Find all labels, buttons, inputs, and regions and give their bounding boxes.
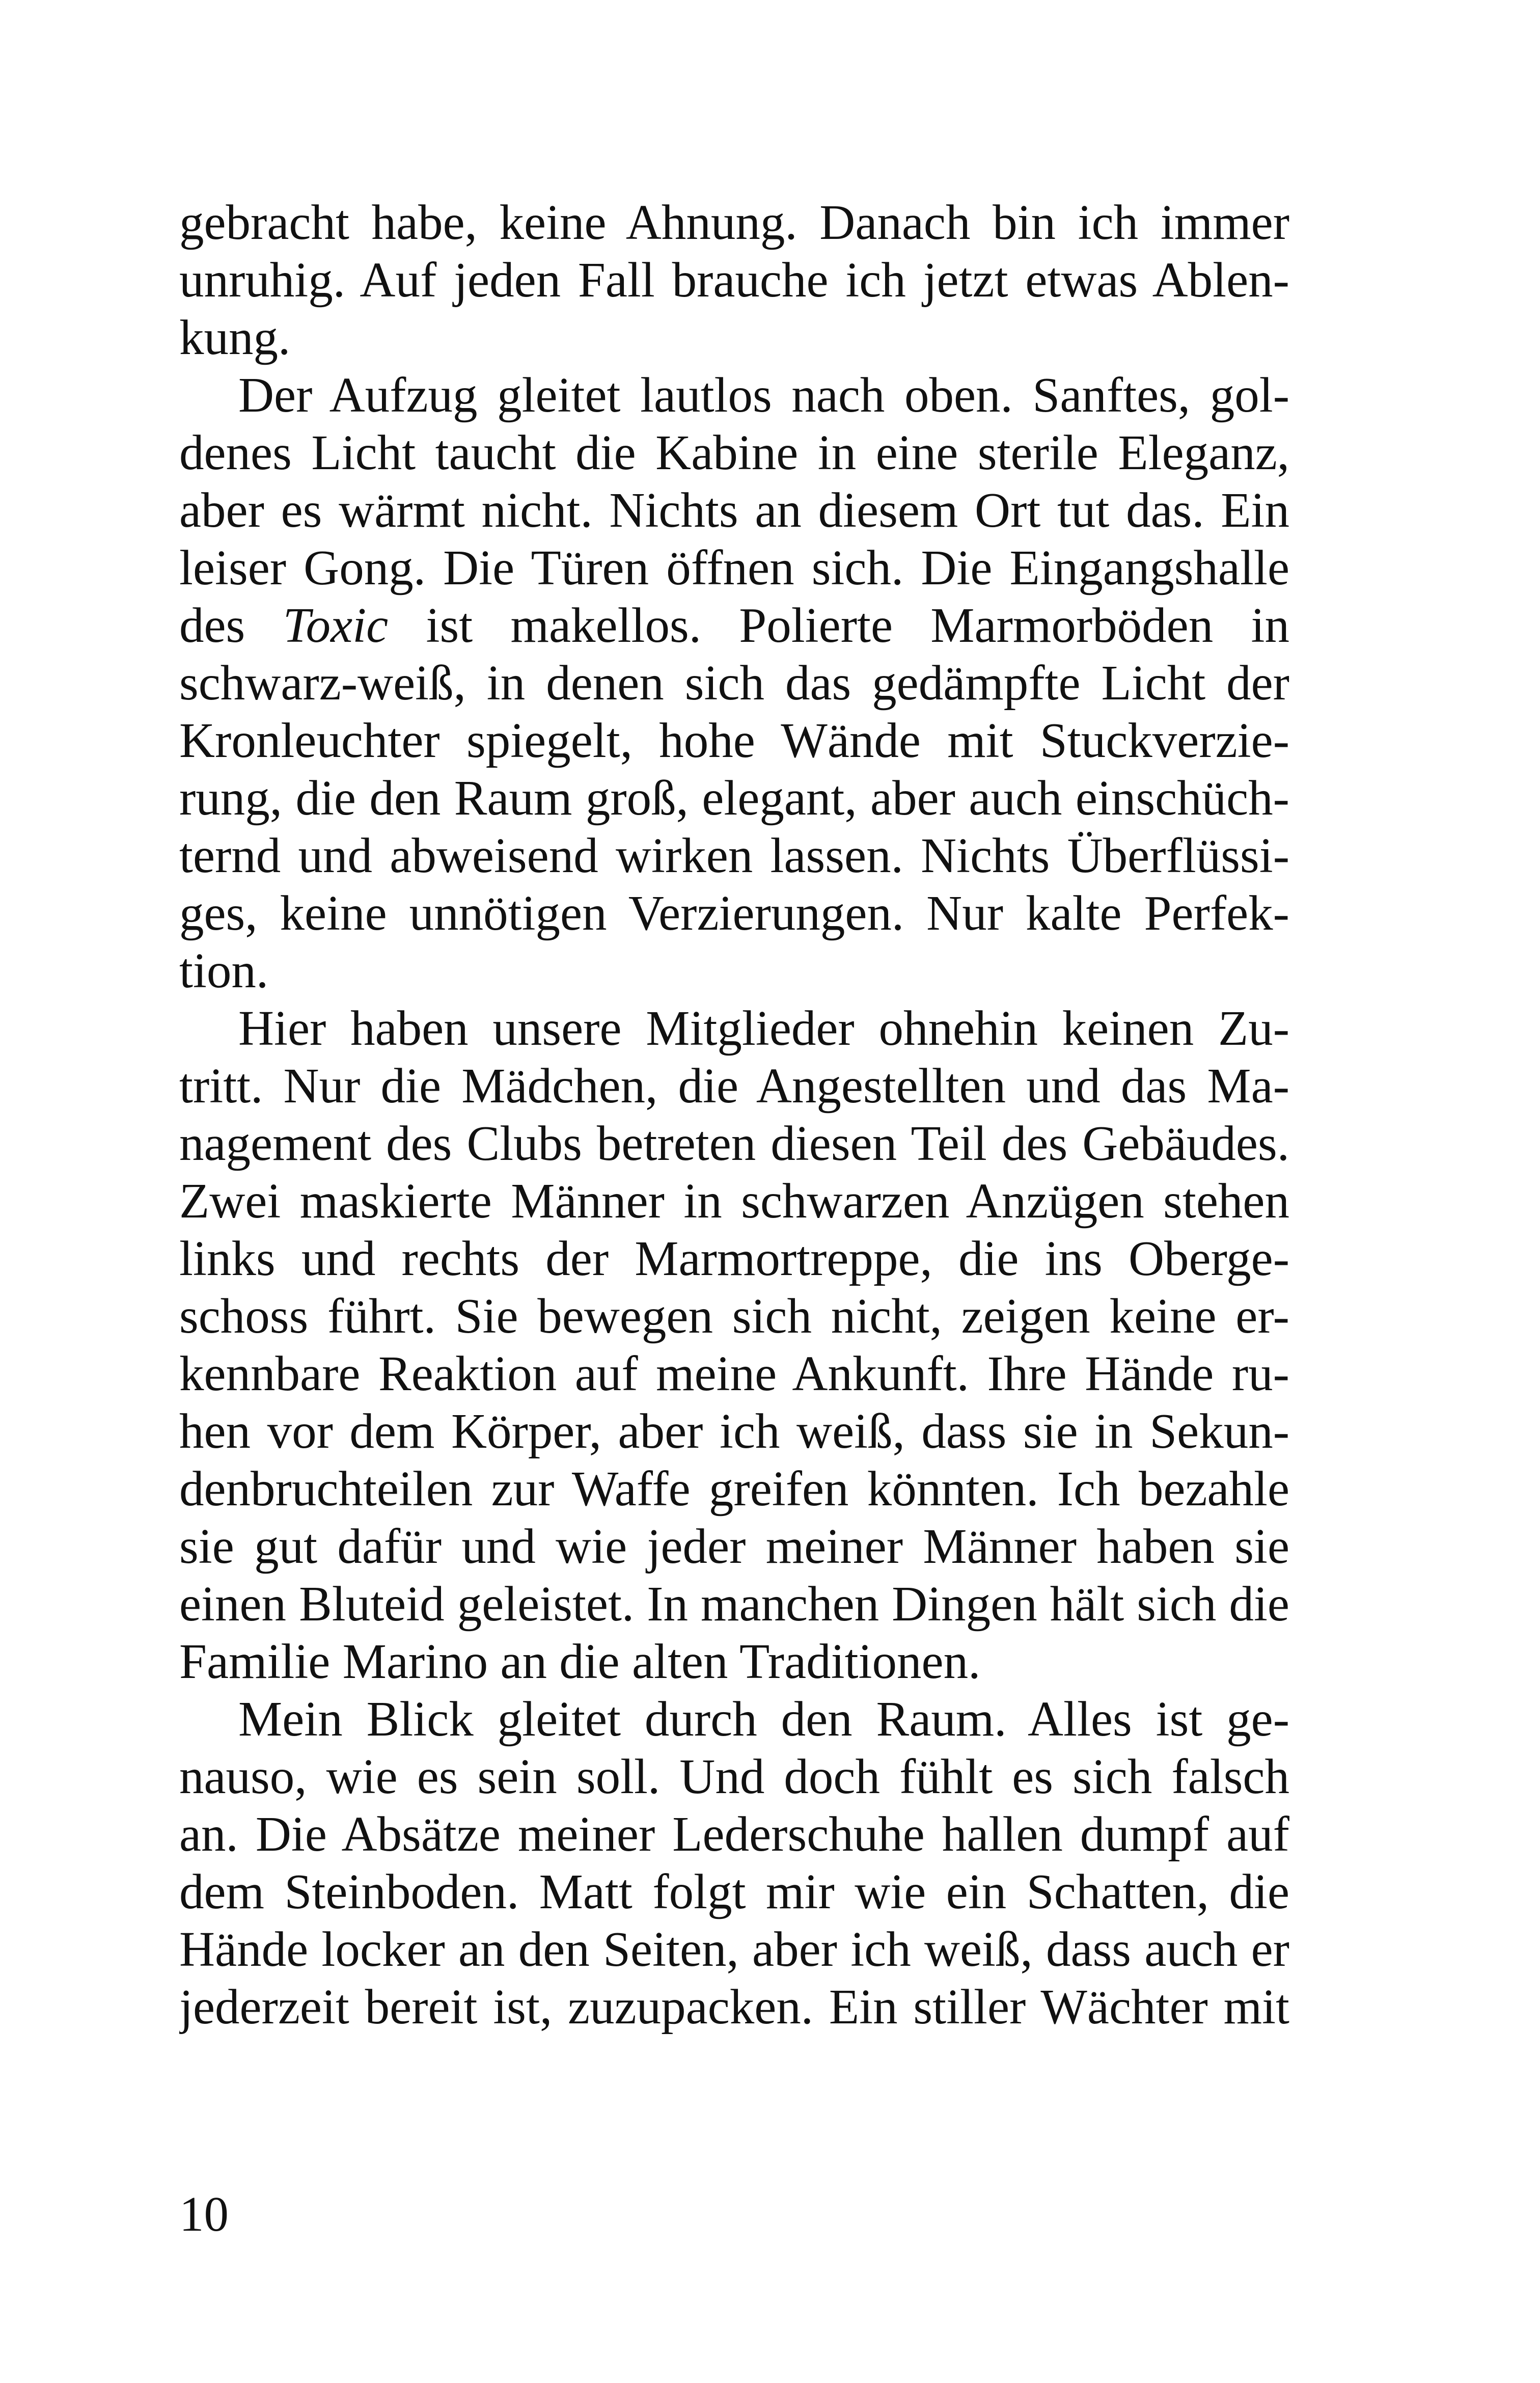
text-line: denbruchteilen zur Waffe greifen könnten. Ich bezahle: [179, 1461, 1289, 1516]
page-number: 10: [179, 2187, 229, 2241]
text-line: Hände locker an den Seiten, aber ich weiß, dass auch er: [179, 1922, 1289, 1976]
text-line: tritt. Nur die Mädchen, die Angestellten und das Ma-: [179, 1059, 1289, 1113]
text-line: jederzeit bereit ist, zuzupacken. Ein stiller Wächter mit: [179, 1980, 1289, 2034]
text-line: dem Steinboden. Matt folgt mir wie ein Schatten, die: [179, 1864, 1289, 1919]
text-line: Der Aufzug gleitet lautlos nach oben. Sanftes, gol-: [238, 368, 1289, 422]
text-line: kennbare Reaktion auf meine Ankunft. Ihre Hände ru-: [179, 1346, 1289, 1401]
text-line: Familie Marino an die alten Traditionen.: [179, 1634, 981, 1689]
text-line: rung, die den Raum groß, elegant, aber auch einschüch-: [179, 771, 1289, 825]
text-line: hen vor dem Körper, aber ich weiß, dass sie in Sekun-: [179, 1404, 1289, 1458]
text-line: tion.: [179, 943, 269, 998]
text-line: leiser Gong. Die Türen öffnen sich. Die Eingangshalle: [179, 540, 1289, 595]
text-line: Hier haben unsere Mitglieder ohnehin keinen Zu-: [238, 1001, 1289, 1055]
text-line: an. Die Absätze meiner Lederschuhe hallen dumpf auf: [179, 1807, 1289, 1861]
text-line: kung.: [179, 310, 291, 365]
text-line: Kronleuchter spiegelt, hohe Wände mit Stuckverzie-: [179, 713, 1289, 768]
text-line: schoss führt. Sie bewegen sich nicht, zeigen keine er-: [179, 1289, 1289, 1343]
text-segment: ist makellos. Polierte Marmorböden in: [388, 598, 1289, 653]
text-line: unruhig. Auf jeden Fall brauche ich jetzt etwas Ablen-: [179, 253, 1289, 307]
text-line: nauso, wie es sein soll. Und doch fühlt es sich falsch: [179, 1749, 1289, 1804]
body-text: [179, 194, 1289, 2036]
text-line: ternd und abweisend wirken lassen. Nichts Überflüssi-: [179, 828, 1289, 883]
text-line: gebracht habe, keine Ahnung. Danach bin ich immer: [179, 195, 1289, 250]
text-line: Zwei maskierte Männer in schwarzen Anzügen stehen: [179, 1174, 1289, 1228]
text-line: schwarz-weiß, in denen sich das gedämpfte Licht der: [179, 656, 1289, 710]
text-line: aber es wärmt nicht. Nichts an diesem Ort tut das. Ein: [179, 483, 1289, 537]
text-line: sie gut dafür und wie jeder meiner Männer haben sie: [179, 1519, 1289, 1574]
text-line: [179, 597, 1289, 654]
text-line: einen Bluteid geleistet. In manchen Dingen hält sich die: [179, 1577, 1289, 1631]
text-line: nagement des Clubs betreten diesen Teil des Gebäudes.: [179, 1116, 1289, 1171]
italic-text: Toxic: [283, 598, 389, 653]
text-line: denes Licht taucht die Kabine in eine sterile Eleganz,: [179, 425, 1289, 480]
text-line: ges, keine unnötigen Verzierungen. Nur kalte Perfek-: [179, 886, 1289, 940]
text-line: links und rechts der Marmortreppe, die ins Oberge-: [179, 1231, 1289, 1286]
text-segment: des: [179, 598, 283, 653]
text-line: Mein Blick gleitet durch den Raum. Alles ist ge-: [238, 1692, 1289, 1746]
